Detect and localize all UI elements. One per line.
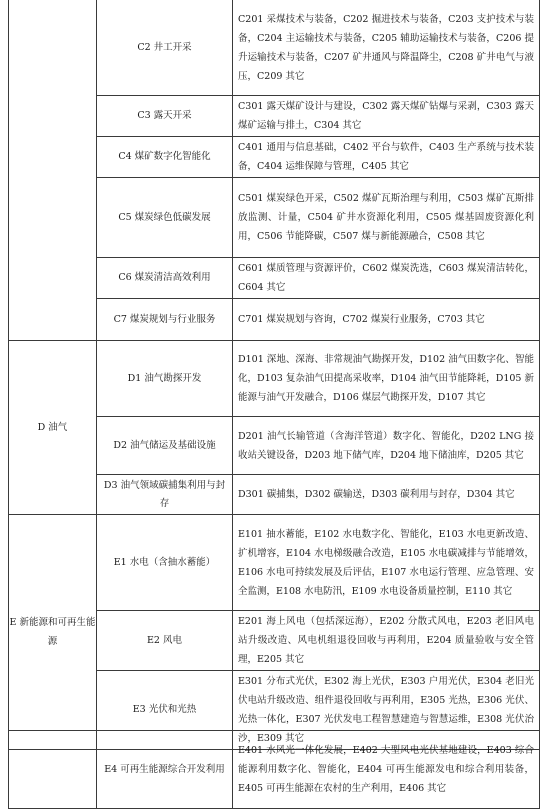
project-category-table bbox=[8, 0, 540, 750]
project-category-table-continued bbox=[8, 730, 540, 809]
category-cell bbox=[9, 0, 97, 341]
subcategory-cell: C2 井工开采 bbox=[97, 0, 233, 96]
description-cell: C601 煤质管理与资源评价，C602 煤炭洗选，C603 煤炭清洁转化，C604 其它 bbox=[233, 258, 540, 299]
description-cell: C701 煤炭规划与咨询，C702 煤炭行业服务，C703 其它 bbox=[233, 299, 540, 341]
description-cell: C401 通用与信息基础，C402 平台与软件，C403 生产系统与技术装备，C404 运维保障与管理，C405 其它 bbox=[233, 137, 540, 178]
subcategory-cell: E3 光伏和光热 bbox=[97, 671, 233, 750]
description-cell: C301 露天煤矿设计与建设，C302 露天煤矿钻爆与采剥，C303 露天煤矿运输与排土，C304 其它 bbox=[233, 96, 540, 137]
category-cell: D 油气 bbox=[9, 341, 97, 515]
category-cell bbox=[9, 731, 97, 809]
table-row bbox=[9, 0, 540, 96]
description-cell: D301 碳捕集，D302 碳输送，D303 碳利用与封存，D304 其它 bbox=[233, 475, 540, 515]
description-cell: E301 分布式光伏，E302 海上光伏，E303 户用光伏，E304 老旧光伏电站升级改造、组件退役回收与再利用，E305 光热，E306 光伏、光热一体化，E307 光伏发电工程智慧建造与智慧运维，E308 光伏治沙，E309 其它 bbox=[233, 671, 540, 750]
description-cell: D101 深地、深海、非常规油气勘探开发，D102 油气田数字化、智能化，D103 复杂油气田提高采收率，D104 油气田节能降耗，D105 新能源与油气开发融合，D106 煤层气勘探开发，D107 其它 bbox=[233, 341, 540, 417]
table-row bbox=[9, 341, 540, 417]
subcategory-cell: E1 水电（含抽水蓄能） bbox=[97, 515, 233, 611]
description-cell: E101 抽水蓄能，E102 水电数字化、智能化，E103 水电更新改造、扩机增容，E104 水电梯级融合改造，E105 水电碳减排与节能增效，E106 水电可持续发展及后评估，E107 水电运行管理、应急管理、安全监测，E108 水电防汛，E109 水电设备质量控制，E110 其它 bbox=[233, 515, 540, 611]
subcategory-cell: C7 煤炭规划与行业服务 bbox=[97, 299, 233, 341]
subcategory-cell: C4 煤矿数字化智能化 bbox=[97, 137, 233, 178]
subcategory-cell: E4 可再生能源综合开发利用 bbox=[97, 731, 233, 809]
subcategory-cell: E2 风电 bbox=[97, 611, 233, 671]
table-row bbox=[9, 515, 540, 611]
subcategory-cell: D3 油气领域碳捕集利用与封存 bbox=[97, 475, 233, 515]
description-cell: E201 海上风电（包括深远海），E202 分散式风电，E203 老旧风电站升级改造、风电机组退役回收与再利用，E204 质量验收与安全管理，E205 其它 bbox=[233, 611, 540, 671]
subcategory-cell: D1 油气勘探开发 bbox=[97, 341, 233, 417]
category-cell: E 新能源和可再生能源 bbox=[9, 515, 97, 750]
subcategory-cell: C3 露天开采 bbox=[97, 96, 233, 137]
subcategory-cell: C6 煤炭清洁高效利用 bbox=[97, 258, 233, 299]
table-row bbox=[9, 731, 540, 809]
description-cell: C501 煤炭绿色开采，C502 煤矿瓦斯治理与利用，C503 煤矿瓦斯排放监测、计量，C504 矿井水资源化利用，C505 煤基固废资源化利用，C506 节能降碳，C507 煤与新能源融合，C508 其它 bbox=[233, 178, 540, 258]
subcategory-cell: C5 煤炭绿色低碳发展 bbox=[97, 178, 233, 258]
description-cell: C201 采煤技术与装备，C202 掘进技术与装备，C203 支护技术与装备，C204 主运输技术与装备，C205 辅助运输技术与装备，C206 提升运输技术与装备，C207 矿井通风与降温降尘，C208 矿井电气与液压，C209 其它 bbox=[233, 0, 540, 96]
description-cell: E401 水风光一体化发展，E402 大型风电光伏基地建设，E403 综合能源利用数字化、智能化，E404 可再生能源发电和综合利用装备，E405 可再生能源在农村的生产利用，E406 其它 bbox=[233, 731, 540, 809]
subcategory-cell: D2 油气储运及基础设施 bbox=[97, 417, 233, 475]
description-cell: D201 油气长输管道（含海洋管道）数字化、智能化，D202 LNG 接收站关键设备，D203 地下储气库，D204 地下储油库，D205 其它 bbox=[233, 417, 540, 475]
